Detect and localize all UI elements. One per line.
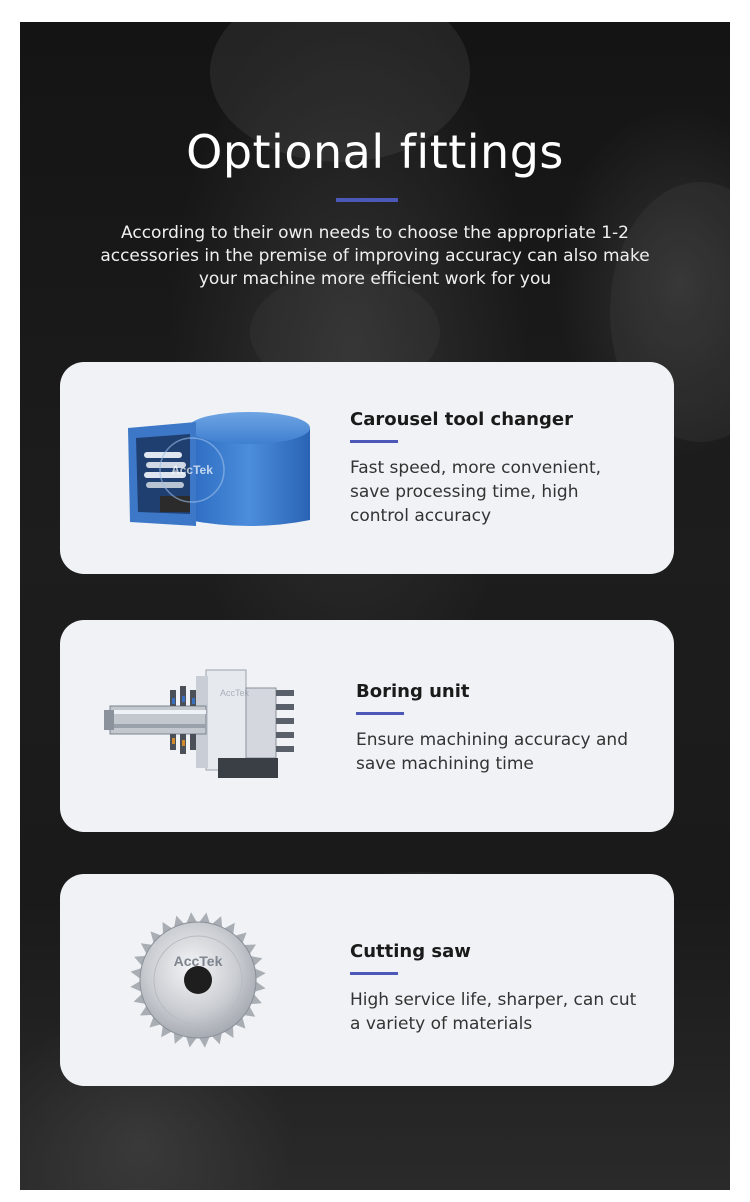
title-underline — [350, 440, 398, 443]
svg-text:AccTek: AccTek — [171, 463, 213, 477]
fitting-card-boring-unit — [60, 620, 674, 832]
fitting-title: Boring unit — [356, 681, 470, 702]
saw-logo: AccTek — [173, 953, 223, 969]
carousel-tool-changer-image — [100, 392, 310, 542]
cutting-saw-image — [100, 904, 310, 1054]
svg-text:AccTek: AccTek — [220, 688, 250, 698]
fitting-description: Fast speed, more convenient, save processing time, high control accuracy — [350, 458, 602, 526]
fitting-title: Carousel tool changer — [350, 409, 573, 430]
title-underline — [350, 972, 398, 975]
fitting-card-cutting-saw — [60, 874, 674, 1086]
title-underline — [356, 712, 404, 715]
page-title: Optional fittings — [186, 125, 564, 179]
fitting-card-carousel-tool-changer — [60, 362, 674, 574]
fitting-title: Cutting saw — [350, 941, 471, 962]
title-underline — [336, 198, 398, 202]
fitting-description: Ensure machining accuracy and save machining time — [356, 730, 628, 774]
boring-unit-image — [100, 650, 310, 800]
page-subtitle: According to their own needs to choose the appropriate 1-2 accessories in the premise of improving accuracy can also make your machine more efficient work for you — [100, 223, 650, 289]
fittings-section — [20, 22, 730, 1190]
fitting-description: High service life, sharper, can cut a variety of materials — [350, 990, 637, 1034]
